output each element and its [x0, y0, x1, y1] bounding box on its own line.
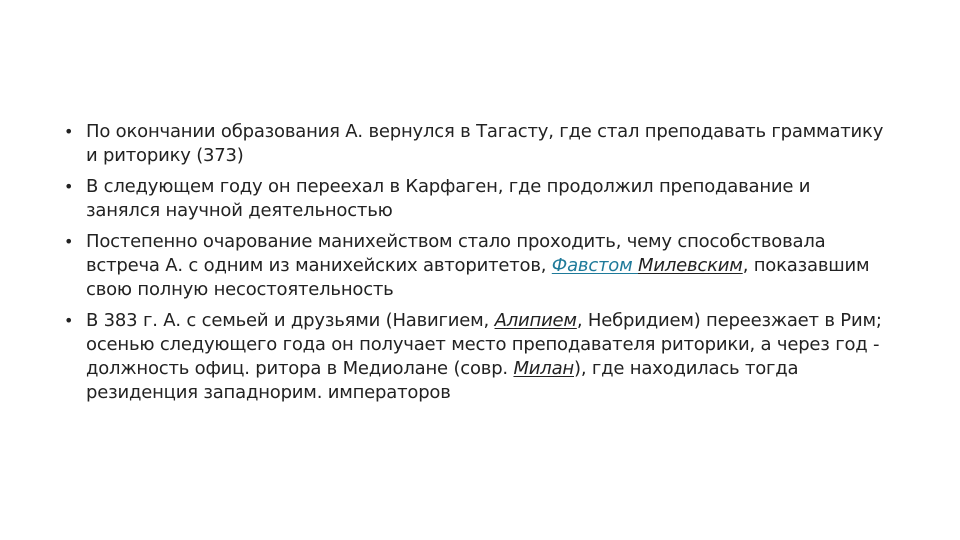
bullet-item [64, 120, 884, 168]
bullet-text-before: В 383 г. А. с семьей и друзьями (Навигием, [86, 310, 495, 331]
bullet-text-before: Постепенно очарование манихейством стало проходить, чему способствовала встреча А. с одним из манихейских авторитетов, [86, 231, 826, 276]
bullet-item [64, 309, 884, 405]
bullet-item [64, 230, 884, 302]
bullet-marker: • [64, 122, 74, 141]
bullet-text: В следующем году он переехал в Карфаген, где продолжил преподавание и занялся научной деятельностью [86, 176, 811, 221]
bullet-text: По окончании образования А. вернулся в Тагасту, где стал преподавать грамматику и риторику (373) [86, 121, 884, 166]
bullet-marker: • [64, 232, 74, 251]
bullet-marker: • [64, 177, 74, 196]
alypius-link[interactable]: Алипием [494, 310, 577, 331]
bullet-item [64, 175, 884, 223]
faustus-link-part2[interactable]: Милевским [638, 255, 743, 276]
bullet-marker: • [64, 311, 74, 330]
milan-link[interactable]: Милан [513, 358, 575, 379]
bullet-text-middle: , Небридием) переезжает в Рим; осенью следующего года он получает место преподавателя риторики, а через год - должность офиц. ритора в Медиолане (совр. [86, 310, 882, 379]
faustus-link-part1[interactable]: Фавстом [551, 255, 639, 276]
bullet-text-after: , показавшим свою полную несостоятельность [86, 255, 870, 300]
bullet-list [64, 120, 884, 412]
bullet-text-after: ), где находилась тогда резиденция западнорим. императоров [86, 358, 799, 403]
